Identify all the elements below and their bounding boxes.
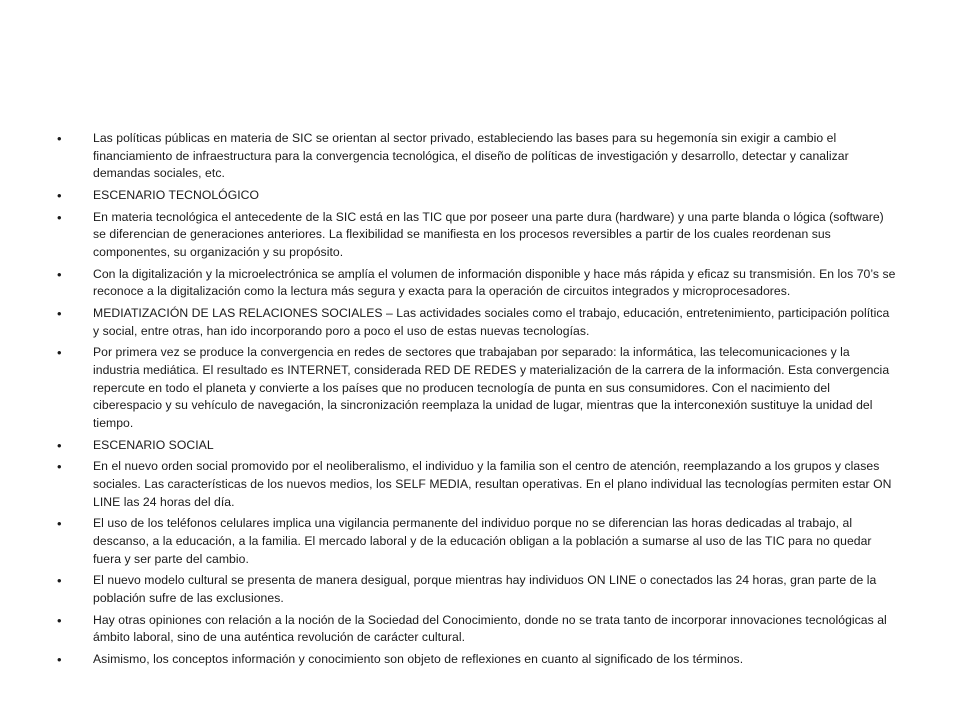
bullet-item [57, 209, 897, 262]
bullet-marker-icon: • [57, 187, 62, 203]
bullet-list [57, 130, 897, 673]
bullet-text: En el nuevo orden social promovido por el neoliberalismo, el individuo y la familia son el centro de atención, reemplazando a los grupos y clases sociales. Las características de los nuevos medios, los SELF MEDIA, resultan operativas. En el plano individual las tecnologías permiten estar ON LINE las 24 horas del día. [93, 459, 892, 509]
bullet-text: MEDIATIZACIÓN DE LAS RELACIONES SOCIALES – Las actividades sociales como el trabajo, educación, entretenimiento, participación política y social, entre otras, han ido incorporando poro a poco el uso de estas nuevas tecnologías. [93, 306, 890, 338]
bullet-item [57, 130, 897, 183]
bullet-marker-icon: • [57, 459, 62, 475]
bullet-item [57, 515, 897, 568]
bullet-text: En materia tecnológica el antecedente de la SIC está en las TIC que por poseer una parte dura (hardware) y una parte blanda o lógica (software) se diferencian de generaciones anteriores. La flexibilidad se manifiesta en los procesos reversibles a partir de los cuales reordenan sus componentes, su organización y su propósito. [93, 209, 884, 259]
bullet-marker-icon: • [57, 437, 62, 453]
bullet-marker-icon: • [57, 209, 62, 225]
section-heading-technological: ESCENARIO TECNOLÓGICO [93, 187, 260, 202]
bullet-text: Con la digitalización y la microelectrónica se amplía el volumen de información disponible y hace más rápida y eficaz su transmisión. En los 70’s se reconoce a la digitalización como la lectura más segura y exacta para la operación de circuitos integrados y microprocesadores. [93, 266, 896, 299]
bullet-item [57, 651, 897, 669]
bullet-item [57, 266, 897, 301]
bullet-text: El uso de los teléfonos celulares implica una vigilancia permanente del individuo porque no se diferencian las horas dedicadas al trabajo, al descanso, a la educación, a la familia. El mercado laboral y de la educación obligan a la población a sumarse al uso de las TIC para no quedar fuera y ser parte del cambio. [93, 516, 872, 566]
bullet-item [57, 437, 897, 455]
bullet-marker-icon: • [57, 516, 62, 532]
bullet-item [57, 344, 897, 432]
bullet-marker-icon: • [57, 345, 62, 361]
bullet-item [57, 572, 897, 607]
bullet-marker-icon: • [57, 131, 62, 146]
bullet-text: Por primera vez se produce la convergencia en redes de sectores que trabajaban por separado: la informática, las telecomunicaciones y la industria mediática. El resultado es INTERNET, considerada RED DE REDES y materialización de la carrera de la información. Esta convergencia repercute en todo el planeta y convierte a los países que no producen tecnología de punta en sus consumidores. Con el nacimiento del ciberespacio y su vehículo de navegación, la sincronización reemplaza la unidad de lugar, mientras que la interconexión sustituye la unidad del tiempo. [93, 345, 890, 430]
bullet-item [57, 612, 897, 647]
bullet-text: Asimismo, los conceptos información y conocimiento son objeto de reflexiones en cuanto al significado de los términos. [93, 652, 744, 667]
bullet-marker-icon: • [57, 266, 62, 282]
bullet-item [57, 305, 897, 340]
bullet-marker-icon: • [57, 573, 62, 589]
bullet-text: Hay otras opiniones con relación a la noción de la Sociedad del Conocimiento, donde no se trata tanto de incorporar innovaciones tecnológicas al ámbito laboral, sino de una auténtica revolución de carácter cultural. [93, 612, 887, 645]
bullet-text: El nuevo modelo cultural se presenta de manera desigual, porque mientras hay individuos ON LINE o conectados las 24 horas, gran parte de la población sufre de las exclusiones. [93, 573, 877, 605]
bullet-text: Las políticas públicas en materia de SIC se orientan al sector privado, estableciendo las bases para su hegemonía sin exigir a cambio el financiamiento de infraestructura para la convergencia tecnológica, el diseño de políticas de investigación y desarrollo, detectar y canalizar demandas sociales, etc. [93, 131, 849, 181]
section-heading-social: ESCENARIO SOCIAL [93, 437, 214, 452]
bullet-item [57, 187, 897, 205]
bullet-marker-icon: • [57, 306, 62, 322]
bullet-item [57, 458, 897, 511]
bullet-marker-icon: • [57, 652, 62, 668]
bullet-marker-icon: • [57, 612, 62, 628]
